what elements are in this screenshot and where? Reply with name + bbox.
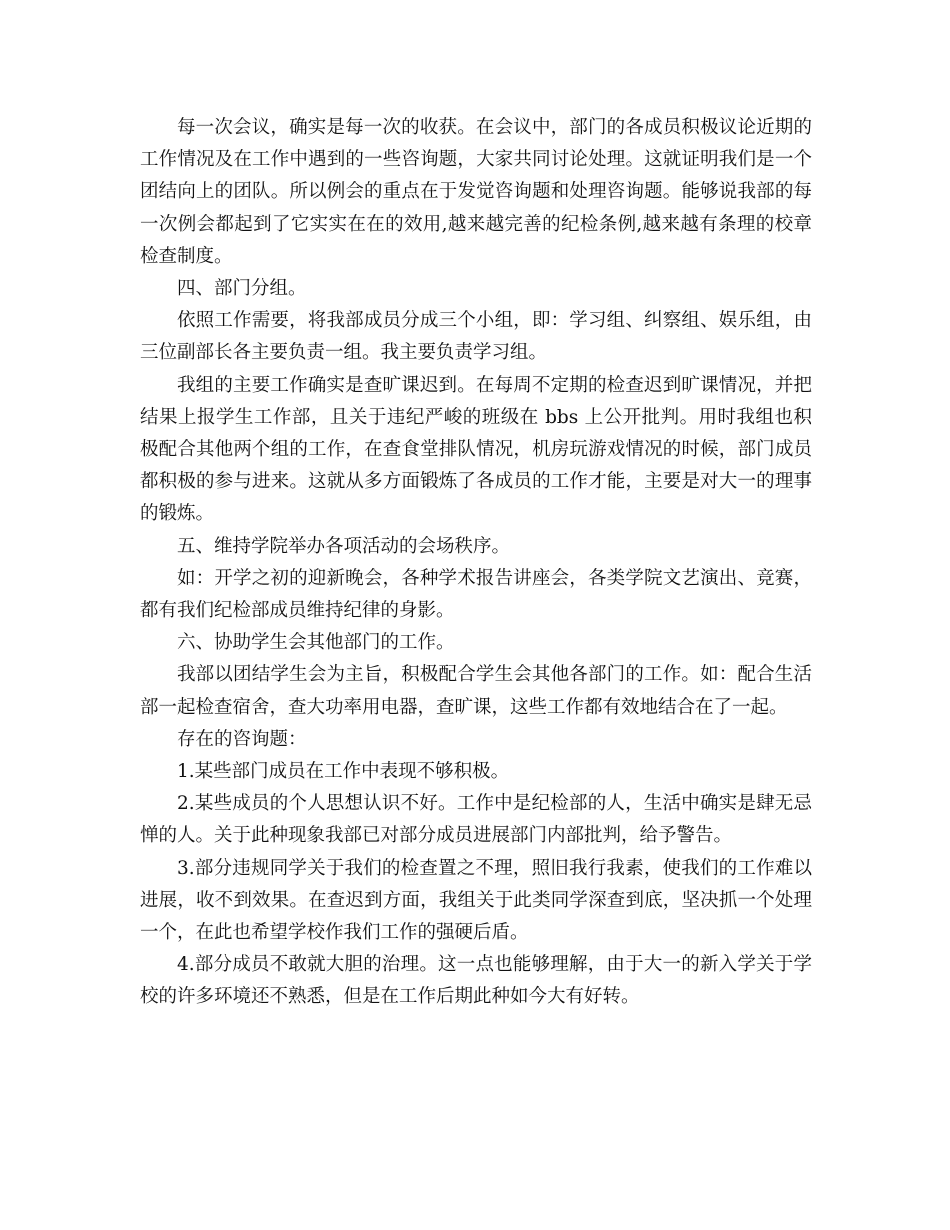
heading-venue-order: 五、维持学院举办各项活动的会场秩序。 (177, 535, 511, 557)
heading-department-groups: 四、部门分组。 (177, 278, 307, 300)
problem-item-4: 4.部分成员不敢就大胆的治理。这一点也能够理解，由于大一的新入学关于学校的许多环境还不熟悉，但是在工作后期此种如今大有好转。 (140, 954, 812, 1008)
problem-item-2: 2.某些成员的个人思想认识不好。工作中是纪检部的人，生活中确实是肆无忌惮的人。关于此种现象我部已对部分成员进展部门内部批判，给予警告。 (140, 793, 812, 847)
paragraph-group-division: 依照工作需要，将我部成员分成三个小组，即：学习组、纠察组、娱乐组，由三位副部长各主要负责一组。我主要负责学习组。 (140, 310, 812, 364)
heading-assist-departments: 六、协助学生会其他部门的工作。 (177, 632, 455, 654)
paragraph-venue-examples: 如：开学之初的迎新晚会，各种学术报告讲座会，各类学院文艺演出、竞赛，都有我们纪检部成员维持纪律的身影。 (140, 567, 812, 622)
problem-item-3: 3.部分违规同学关于我们的检查置之不理，照旧我行我素，使我们的工作难以进展，收不到效果。在查迟到方面，我组关于此类同学深查到底，坚决抓一个处理一个，在此也希望学校作我们工作的强硬后盾。 (140, 857, 812, 944)
paragraph-meeting-summary: 每一次会议，确实是每一次的收获。在会议中，部门的各成员积极议论近期的工作情况及在工作中遇到的一些咨询题，大家共同讨论处理。这就证明我们是一个团结向上的团队。所以例会的重点在于发觉咨询题和处理咨询题。能够说我部的每一次例会都起到了它实实在在的效用,越来越完善的纪检条例,越来越有条理的校章检查制度。 (140, 117, 812, 267)
heading-existing-problems: 存在的咨询题： (177, 728, 307, 750)
problem-item-1: 1.某些部门成员在工作中表现不够积极。 (177, 761, 510, 783)
document-body (140, 112, 812, 1014)
paragraph-assist-departments: 我部以团结学生会为主旨，积极配合学生会其他各部门的工作。如：配合生活部一起检查宿舍，查大功率用电器，查旷课，这些工作都有效地结合在了一起。 (140, 664, 812, 718)
paragraph-study-group-work: 我组的主要工作确实是查旷课迟到。在每周不定期的检查迟到旷课情况，并把结果上报学生工作部，且关于违纪严峻的班级在 bbs 上公开批判。用时我组也积极配合其他两个组的工作，在查食堂排队情况，机房玩游戏情况的时候，部门成员都积极的参与进来。这就从多方面锻炼了各成员的工作才能，主要是对大一的理事的锻炼。 (140, 374, 812, 525)
